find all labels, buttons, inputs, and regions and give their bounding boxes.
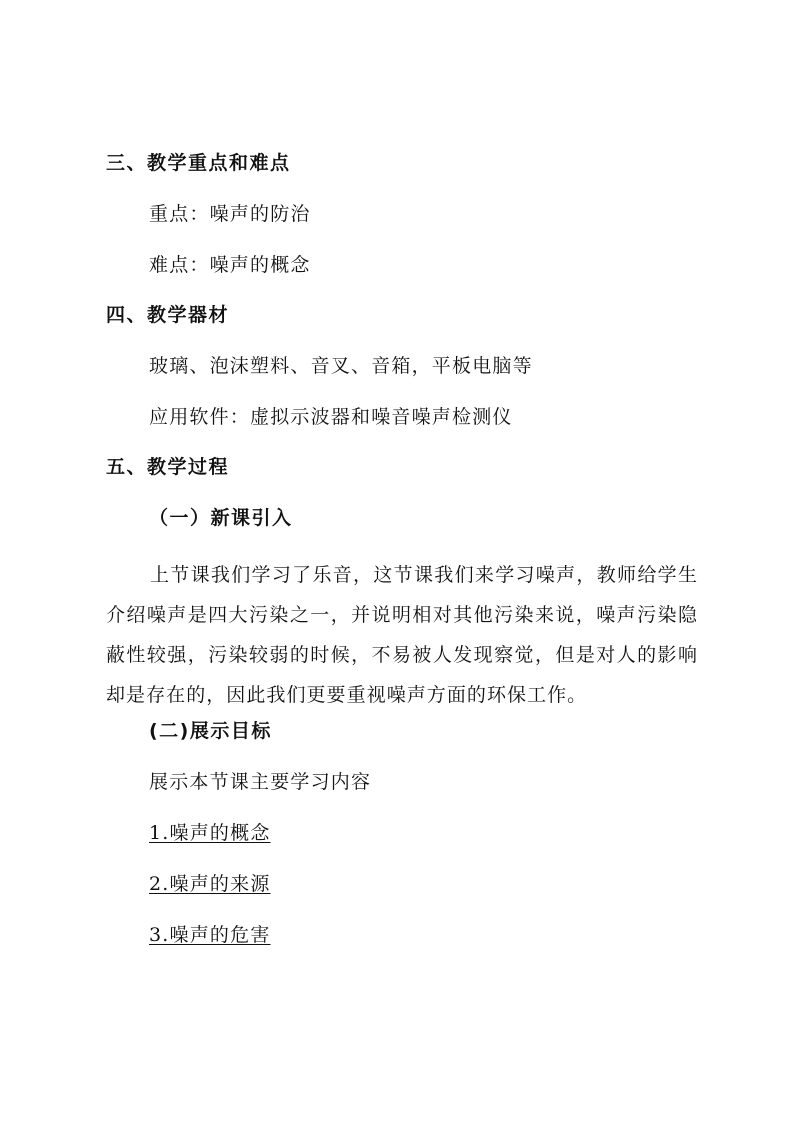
section-heading-equipment: 四、教学器材 [106, 304, 230, 326]
subsection-heading-introduction: （一）新课引入 [149, 507, 293, 529]
section-heading-process: 五、教学过程 [106, 456, 230, 478]
objective-item-link[interactable]: 1.噪声的概念 [149, 822, 271, 844]
equipment-list-text: 玻璃、泡沫塑料、音叉、音箱，平板电脑等 [149, 355, 533, 377]
introduction-paragraph: 上节课我们学习了乐音，这节课我们来学习噪声，教师给学生介绍噪声是四大污染之一，并说明相对其他污染来说，噪声污染隐蔽性较强，污染较弱的时候，不易被人发现察觉，但是对人的影响却是存在的，因此我们更要重视噪声方面的环保工作。 [106, 564, 698, 706]
section-heading-teaching-focus: 三、教学重点和难点 [106, 152, 291, 174]
key-point-text: 重点：噪声的防治 [149, 203, 311, 225]
objectives-intro-text: 展示本节课主要学习内容 [149, 771, 372, 793]
subsection-heading-objectives: (二)展示目标 [149, 720, 272, 742]
difficulty-text: 难点：噪声的概念 [149, 254, 311, 276]
objective-item-link[interactable]: 3.噪声的危害 [149, 924, 271, 946]
software-text: 应用软件：虚拟示波器和噪音噪声检测仪 [149, 406, 513, 428]
objective-item-link[interactable]: 2.噪声的来源 [149, 873, 271, 895]
